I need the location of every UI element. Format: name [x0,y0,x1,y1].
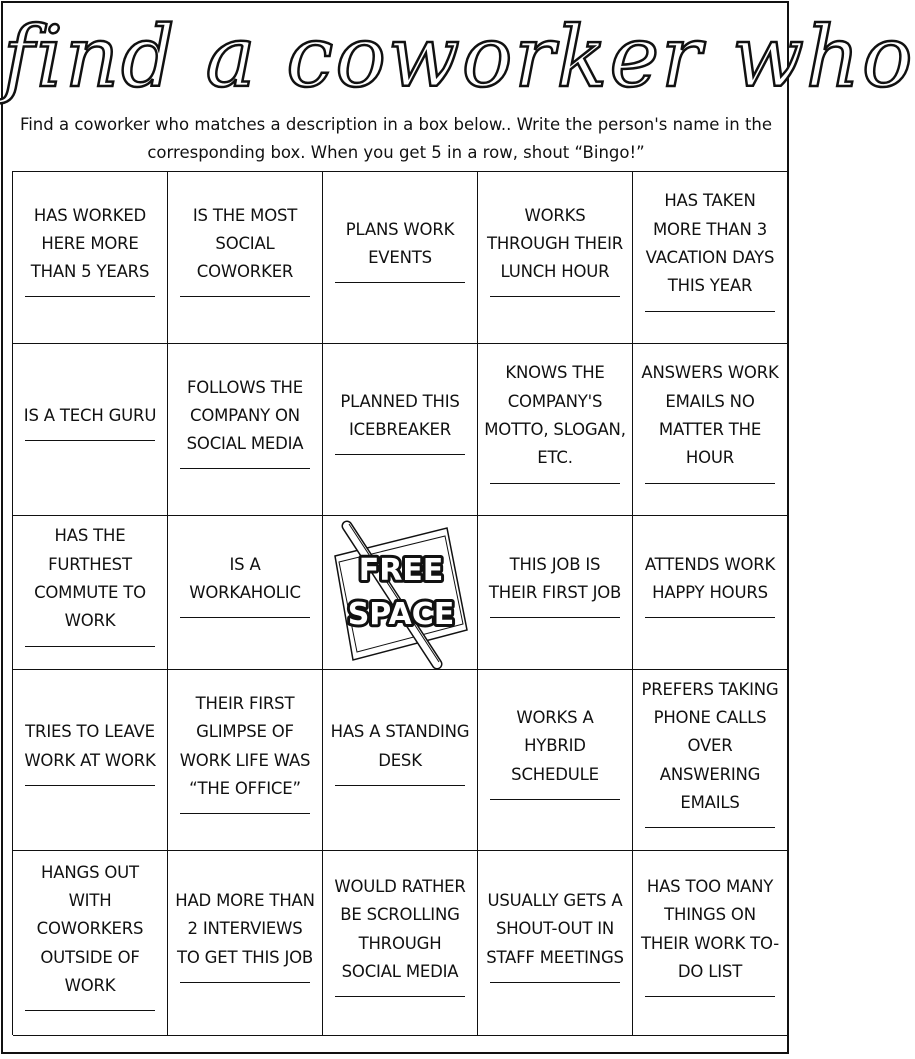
cell-prompt: USUALLY GETS A SHOUT-OUT IN STAFF MEETINGS [486,891,624,967]
cell-prompt: HAS THE FURTHEST COMMUTE TO WORK [34,526,146,631]
name-line[interactable] [490,483,620,484]
name-line[interactable] [490,296,620,297]
name-line[interactable] [25,785,155,786]
bingo-cell [13,851,168,1036]
bingo-cell [478,851,633,1036]
name-line[interactable] [335,454,465,455]
bingo-cell [168,516,323,670]
cell-prompt: IS A WORKAHOLIC [189,554,301,602]
name-line[interactable] [645,483,775,484]
name-line[interactable] [490,982,620,983]
bingo-cell [168,851,323,1036]
bingo-cell [478,670,633,851]
bingo-cell [323,344,478,516]
cell-prompt: IS A TECH GURU [23,405,157,425]
free-space-illustration [325,518,475,668]
name-line[interactable] [25,296,155,297]
cell-prompt: PLANNED THIS ICEBREAKER [340,391,460,439]
name-line[interactable] [335,785,465,786]
bingo-cell [323,172,478,344]
cell-prompt: ANSWERS WORK EMAILS NO MATTER THE HOUR [641,363,779,468]
name-line[interactable] [645,827,775,828]
bingo-cell [13,516,168,670]
name-line[interactable] [180,617,310,618]
bingo-cell [633,851,788,1036]
bingo-cell [633,516,788,670]
cell-prompt: WOULD RATHER BE SCROLLING THROUGH SOCIAL MEDIA [334,876,466,981]
cell-prompt: ATTENDS WORK HAPPY HOURS [644,554,776,602]
bingo-worksheet [1,1,915,1054]
bingo-cell [13,344,168,516]
bingo-cell [633,172,788,344]
instructions-text: Find a coworker who matches a description in a box below.. Write the person's name in the corresponding box. When you get 5 in a row, shout “Bingo!” [19,115,773,162]
name-line[interactable] [335,996,465,997]
bingo-cell [478,172,633,344]
free-space-cell [323,516,478,670]
name-line[interactable] [645,617,775,618]
name-line[interactable] [645,311,775,312]
bingo-cell [168,344,323,516]
bingo-cell [478,516,633,670]
bingo-cell [323,670,478,851]
name-line[interactable] [335,282,465,283]
cell-prompt: KNOWS THE COMPANY'S MOTTO, SLOGAN, ETC. [484,363,626,468]
cell-prompt: HAS WORKED HERE MORE THAN 5 YEARS [30,205,150,282]
bingo-cell [168,172,323,344]
cell-prompt: THEIR FIRST GLIMPSE OF WORK LIFE WAS “THE OFFICE” [179,693,311,798]
bingo-cell [13,670,168,851]
name-line[interactable] [180,982,310,983]
name-line[interactable] [180,296,310,297]
free-word: FREE [358,552,444,588]
space-word: SPACE [347,596,455,632]
cell-prompt: HAS TAKEN MORE THAN 3 VACATION DAYS THIS YEAR [645,191,775,296]
name-line[interactable] [25,440,155,441]
bingo-cell [323,851,478,1036]
bingo-cell [633,344,788,516]
bingo-cell [633,670,788,851]
cell-prompt: THIS JOB IS THEIR FIRST JOB [488,554,622,602]
name-line[interactable] [180,813,310,814]
cell-prompt: IS THE MOST SOCIAL COWORKER [192,205,298,282]
page-title: find a coworker who [3,8,915,106]
cell-prompt: FOLLOWS THE COMPANY ON SOCIAL MEDIA [186,377,304,454]
cell-prompt: HAS A STANDING DESK [330,722,470,770]
cell-prompt: HAD MORE THAN 2 INTERVIEWS TO GET THIS JOB [175,891,315,967]
cell-prompt: PREFERS TAKING PHONE CALLS OVER ANSWERING EMAILS [641,679,779,812]
name-line[interactable] [180,468,310,469]
name-line[interactable] [25,1010,155,1011]
cell-prompt: TRIES TO LEAVE WORK AT WORK [24,722,156,770]
name-line[interactable] [490,799,620,800]
name-line[interactable] [645,996,775,997]
bingo-grid [12,171,787,1035]
name-line[interactable] [25,646,155,647]
bingo-cell [13,172,168,344]
cell-prompt: PLANS WORK EVENTS [345,219,455,267]
name-line[interactable] [490,617,620,618]
cell-prompt: WORKS A HYBRID SCHEDULE [511,708,599,784]
bingo-cell [478,344,633,516]
cell-prompt: HANGS OUT WITH COWORKERS OUTSIDE OF WORK [36,862,144,995]
cell-prompt: HAS TOO MANY THINGS ON THEIR WORK TO-DO LIST [641,876,779,981]
cell-prompt: WORKS THROUGH THEIR LUNCH HOUR [486,205,624,282]
bingo-cell [168,670,323,851]
